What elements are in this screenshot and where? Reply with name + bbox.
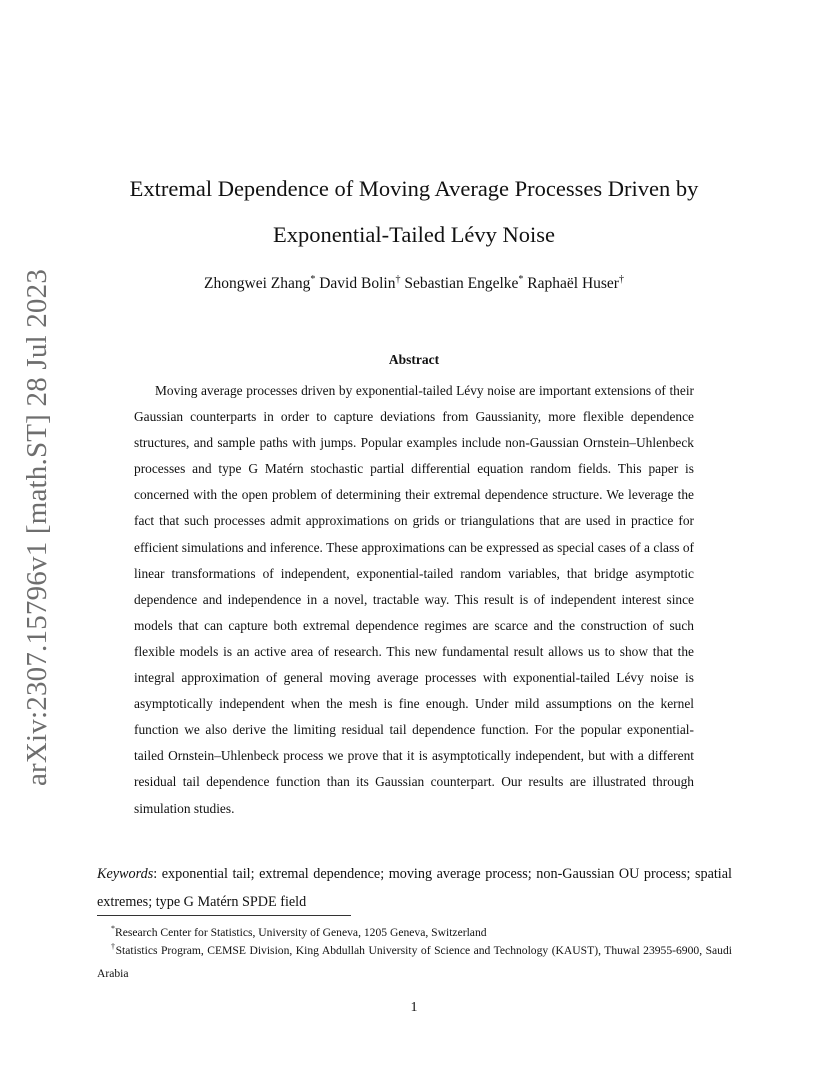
footnote-1: *Research Center for Statistics, University of Geneva, 1205 Geneva, Switzerland [111, 924, 487, 939]
abstract-text: Moving average processes driven by exponential-tailed Lévy noise are important extensions of their Gaussian counterparts in order to capture deviations from Gaussianity, more flexible dependence structures, and sample paths with jumps. Popular examples include non-Gaussian Ornstein–Uhlenbeck processes and type G Matérn stochastic partial differential equation random fields. This paper is concerned with the open problem of determining their extremal dependence structure. We leverage the fact that such processes admit approximations on grids or triangulations that are used in practice for efficient simulations and inference. These approximations can be expressed as special cases of a class of linear transformations of independent, exponential-tailed random variables, that bridge asymptotic dependence and independence in a novel, tractable way. This result is of independent interest since models that can capture both extremal dependence regimes are scarce and the construction of such flexible models is an active area of research. This new fundamental result allows us to show that the integral approximation of general moving average processes with exponential-tailed Lévy noise is asymptotically independent when the mesh is fine enough. Under mild assumptions on the kernel function we also derive the limiting residual tail dependence function. For the popular exponential-tailed Ornstein–Uhlenbeck process we prove that it is asymptotically independent, but with a different residual tail dependence function than its Gaussian counterpart. Our results are illustrated through simulation studies. [134, 383, 694, 816]
author-4: Raphaël Huser† [527, 274, 624, 293]
author-3: Sebastian Engelke* [404, 274, 524, 293]
abstract-heading: Abstract [388, 352, 440, 367]
author-list [100, 274, 728, 293]
author-1: Zhongwei Zhang* [204, 274, 316, 293]
footnote-rule [97, 915, 351, 916]
author-2: David Bolin† [319, 274, 401, 293]
keywords-text: : exponential tail; extremal dependence; moving average process; non-Gaussian OU process; spatial extremes; type G Matérn SPDE field [97, 866, 732, 910]
arxiv-stamp-text: arXiv:2307.15796v1 [math.ST] 28 Jul 2023 [21, 268, 54, 787]
paper-title: Extremal Dependence of Moving Average Processes Driven by Exponential-Tailed Lévy Noise [129, 176, 699, 247]
page-number: 1 [410, 1000, 418, 1015]
keywords [97, 860, 732, 916]
footnote-2: †Statistics Program, CEMSE Division, King Abdullah University of Science and Technology (KAUST), Thuwal 23955-6900, Saudi Arabia [97, 942, 733, 981]
keywords-label: Keywords [97, 866, 154, 882]
